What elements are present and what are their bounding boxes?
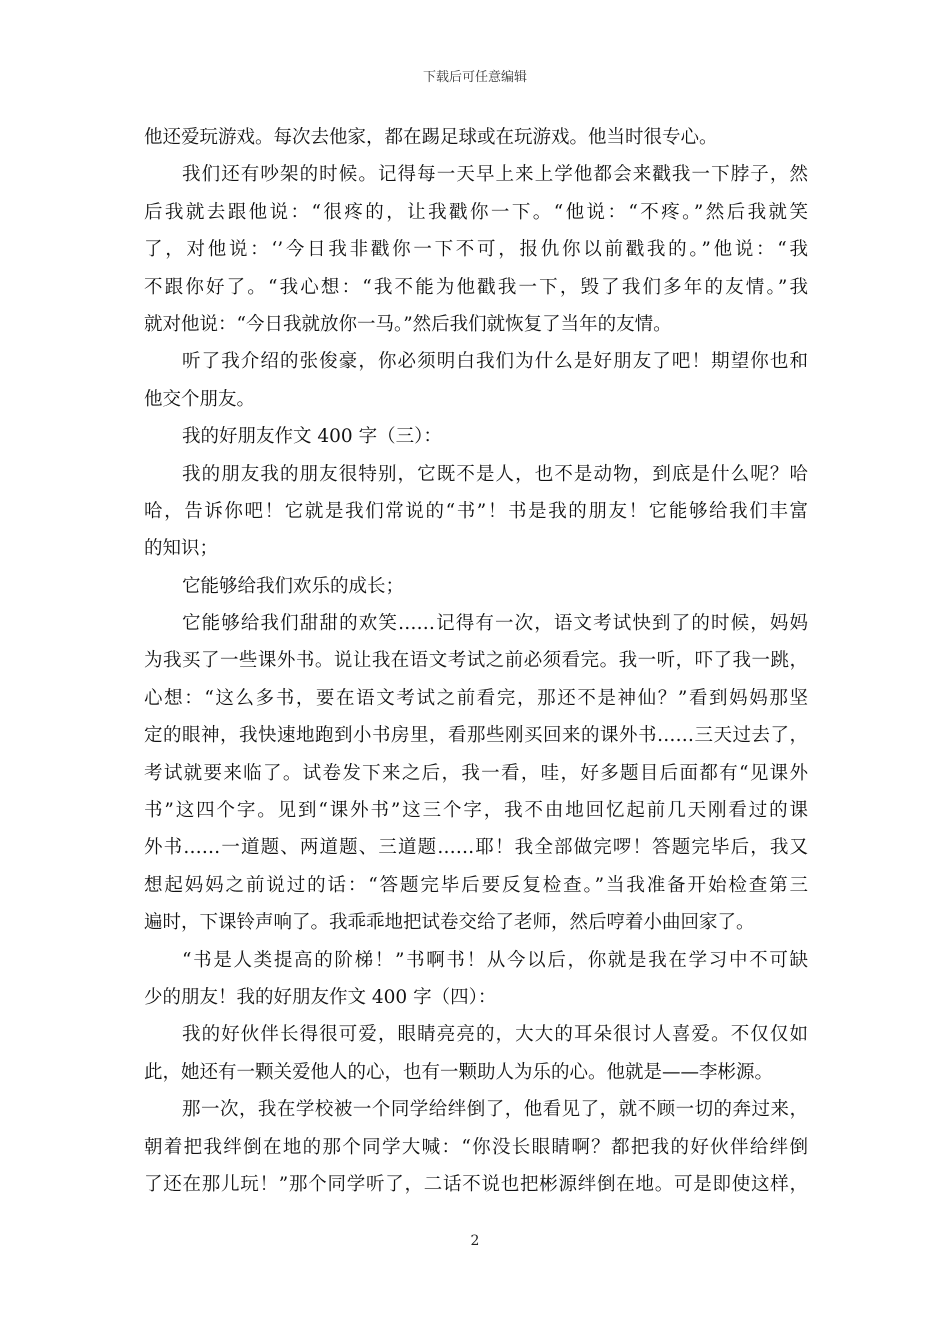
text-line: 少的朋友！我的好朋友作文 400 字（四）： (144, 986, 497, 1008)
text-line: 我们还有吵架的时候。记得每一天早上来上学他都会来戳我一下脖子，然 (182, 164, 808, 186)
text-line: 后我就去跟他说：“很疼的，让我戳你一下。“他说：“不疼。”然后我就笑 (144, 201, 808, 223)
text-line: 的知识； (144, 538, 219, 560)
text-line: 了，对他说：‘’今日我非戳你一下不可，报仇你以前戳我的。”他说：“我 (144, 239, 808, 261)
text-line: 考试就要来临了。试卷发下来之后，我一看，哇，好多题目后面都有“见课外 (144, 762, 808, 784)
text-line: 遍时，下课铃声响了。我乖乖地把试卷交给了老师，然后哼着小曲回家了。 (144, 912, 755, 934)
text-line: 心想：“这么多书，要在语文考试之前看完，那还不是神仙？”看到妈妈那坚 (144, 687, 808, 709)
text-line: 就对他说：“今日我就放你一马。”然后我们就恢复了当年的友情。 (144, 313, 672, 335)
text-line: 它能够给我们甜甜的欢笑……记得有一次，语文考试快到了的时候，妈妈 (182, 613, 808, 635)
text-line: 想起妈妈之前说过的话：“答题完毕后要反复检查。”当我准备开始检查第三 (144, 874, 808, 896)
text-line: 不跟你好了。“我心想：“我不能为他戳我一下，毁了我们多年的友情。”我 (144, 276, 808, 298)
text-line: “书是人类提高的阶梯！”书啊书！从今以后，你就是我在学习中不可缺 (182, 949, 808, 971)
text-line: 为我买了一些课外书。说让我在语文考试之前必须看完。我一听，吓了我一跳， (144, 650, 808, 672)
text-line: 他交个朋友。 (144, 388, 256, 410)
text-line: 哈，告诉你吧！它就是我们常说的“书”！书是我的朋友！它能够给我们丰富 (144, 500, 808, 522)
text-line: 我的朋友我的朋友很特别，它既不是人，也不是动物，到底是什么呢？哈 (182, 463, 808, 485)
text-line: 此，她还有一颗关爱他人的心，也有一颗助人为乐的心。他就是——李彬源。 (144, 1061, 774, 1083)
text-line: 外书……一道题、两道题、三道题……耶！我全部做完啰！答题完毕后，我又 (144, 837, 808, 859)
text-line: 我的好朋友作文 400 字（三）： (182, 426, 442, 448)
text-line: 定的眼神，我快速地跑到小书房里，看那些刚买回来的课外书……三天过去了， (144, 725, 808, 747)
text-line: 朝着把我绊倒在地的那个同学大喊：“你没长眼睛啊？都把我的好伙伴给绊倒 (144, 1136, 808, 1158)
page-header: 下载后可任意编辑 (422, 70, 527, 85)
text-line: 他还爱玩游戏。每次去他家，都在踢足球或在玩游戏。他当时很专心。 (144, 127, 718, 148)
text-line: 它能够给我们欢乐的成长； (182, 575, 405, 597)
text-line: 了还在那儿玩！”那个同学听了，二话不说也把彬源绊倒在地。可是即使这样， (144, 1173, 808, 1195)
text-line: 书”这四个字。见到“课外书”这三个字，我不由地回忆起前几天刚看过的课 (144, 800, 808, 822)
page-number: 2 (470, 1233, 480, 1249)
text-line: 听了我介绍的张俊豪，你必须明白我们为什么是好朋友了吧！期望你也和 (182, 351, 808, 373)
text-line: 我的好伙伴长得很可爱，眼睛亮亮的，大大的耳朵很讨人喜爱。不仅仅如 (182, 1024, 808, 1046)
text-line: 那一次，我在学校被一个同学给绊倒了，他看见了，就不顾一切的奔过来， (182, 1099, 808, 1121)
document-body (144, 119, 808, 1203)
